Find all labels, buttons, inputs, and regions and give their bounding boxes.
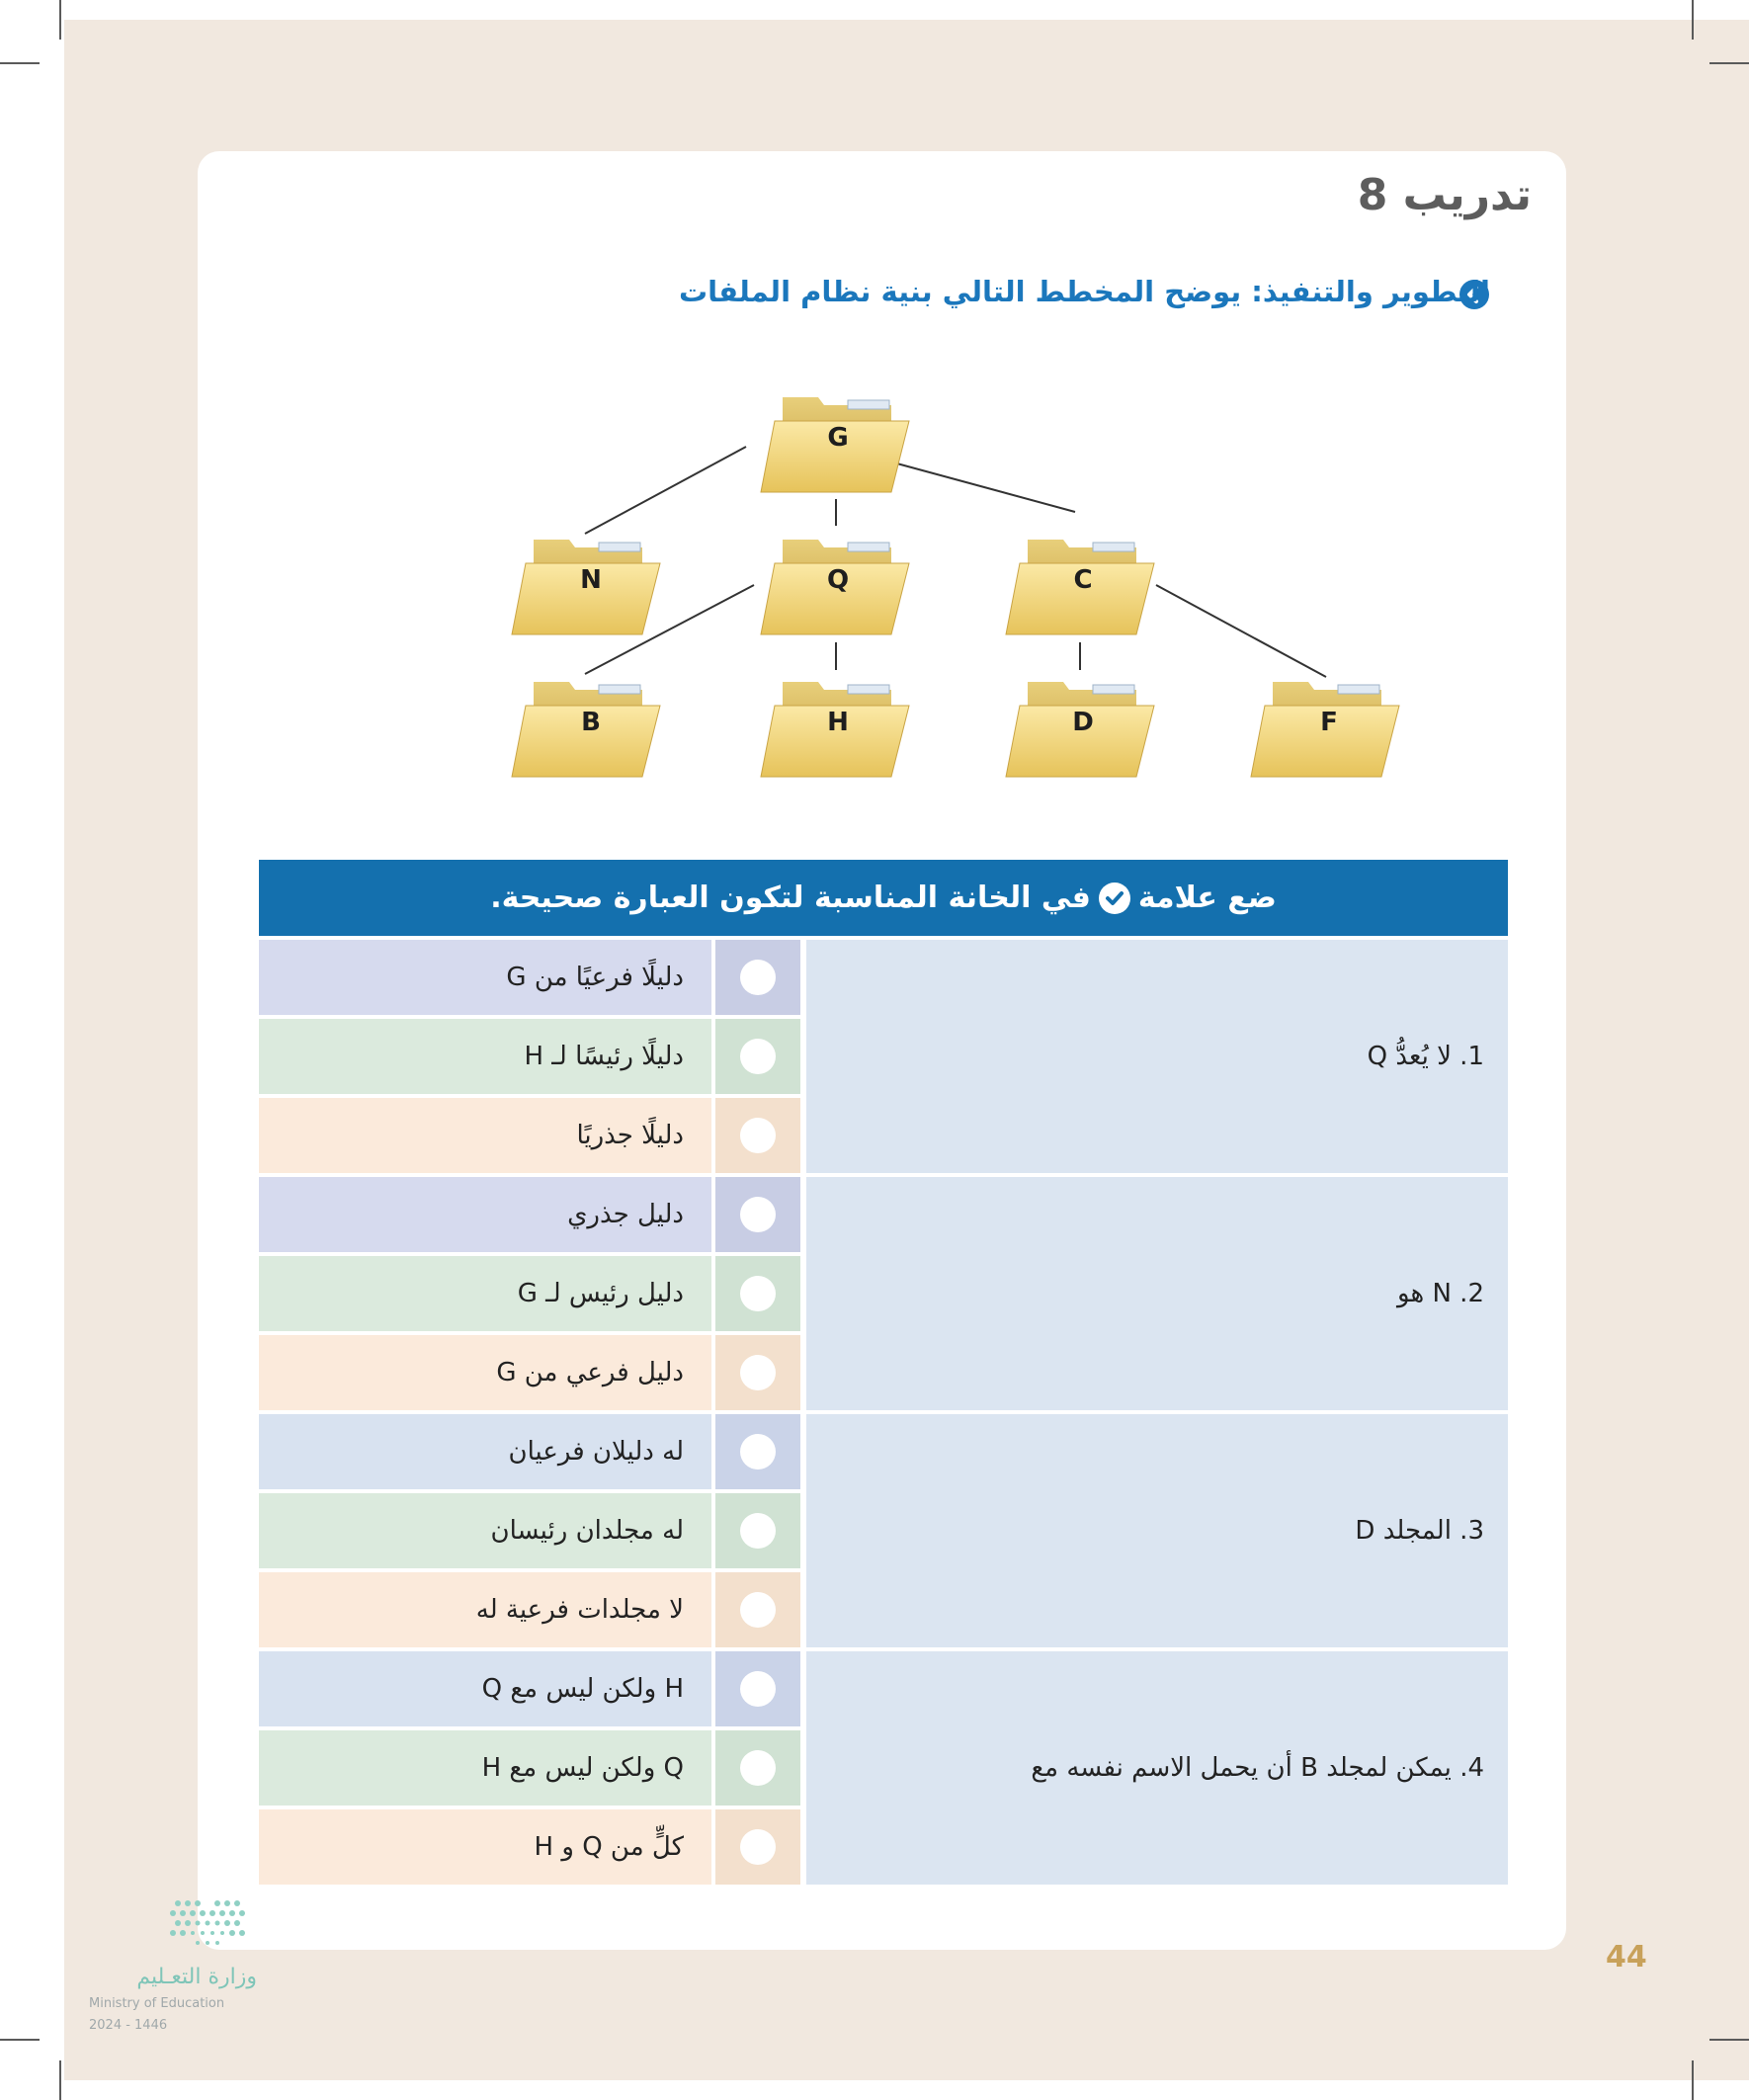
option-row bbox=[259, 1651, 800, 1726]
crop-mark bbox=[1692, 0, 1694, 40]
option-checkbox[interactable] bbox=[740, 1355, 776, 1390]
option-checkbox-cell bbox=[715, 1572, 800, 1647]
page-title: تدريب 8 bbox=[1357, 170, 1532, 220]
option-checkbox-cell bbox=[715, 1809, 800, 1885]
option-checkbox[interactable] bbox=[740, 1750, 776, 1786]
option-row bbox=[259, 1019, 800, 1094]
option-text: Q ولكن ليس مع H bbox=[259, 1730, 711, 1806]
question-group bbox=[259, 940, 1508, 1173]
option-row bbox=[259, 1493, 800, 1568]
option-text: دليلًا فرعيًا من G bbox=[259, 940, 711, 1015]
crop-mark bbox=[0, 62, 40, 64]
option-checkbox[interactable] bbox=[740, 1276, 776, 1311]
crop-mark bbox=[0, 2039, 40, 2041]
option-checkbox-cell bbox=[715, 1493, 800, 1568]
option-row bbox=[259, 1414, 800, 1489]
option-checkbox[interactable] bbox=[740, 1829, 776, 1865]
folder-label-G: G bbox=[827, 423, 849, 453]
question-group bbox=[259, 1177, 1508, 1410]
option-row bbox=[259, 1809, 800, 1885]
option-row bbox=[259, 1098, 800, 1173]
section-subtitle: التطوير والتنفيذ: يوضح المخطط التالي بنية نظام الملفات bbox=[679, 275, 1490, 308]
instruction-before: ضع علامة bbox=[1137, 881, 1277, 915]
option-checkbox[interactable] bbox=[740, 1118, 776, 1153]
option-checkbox[interactable] bbox=[740, 1039, 776, 1074]
option-checkbox[interactable] bbox=[740, 1434, 776, 1470]
option-text: كلٍّ من Q و H bbox=[259, 1809, 711, 1885]
option-text: لا مجلدات فرعية له bbox=[259, 1572, 711, 1647]
crop-mark bbox=[1709, 2039, 1749, 2041]
option-checkbox-cell bbox=[715, 1335, 800, 1410]
instruction-after: في الخانة المناسبة لتكون العبارة صحيحة. bbox=[490, 881, 1091, 915]
tree-edge bbox=[585, 447, 746, 534]
option-text: H ولكن ليس مع Q bbox=[259, 1651, 711, 1726]
ministry-logo bbox=[89, 1897, 326, 2033]
folder-label-N: N bbox=[580, 565, 602, 595]
question-table bbox=[259, 860, 1508, 1885]
question-group bbox=[259, 1414, 1508, 1647]
option-row bbox=[259, 1177, 800, 1252]
option-checkbox-cell bbox=[715, 1256, 800, 1331]
option-text: دليل جذري bbox=[259, 1177, 711, 1252]
tree-edge bbox=[1156, 585, 1326, 677]
question-statement: 4. يمكن لمجلد B أن يحمل الاسم نفسه مع bbox=[806, 1651, 1508, 1885]
option-checkbox[interactable] bbox=[740, 960, 776, 995]
option-checkbox[interactable] bbox=[740, 1197, 776, 1232]
folder-label-C: C bbox=[1073, 565, 1093, 595]
option-checkbox[interactable] bbox=[740, 1513, 776, 1549]
crop-mark bbox=[59, 2060, 61, 2100]
question-statement: 2. N هو bbox=[806, 1177, 1508, 1410]
option-row bbox=[259, 1335, 800, 1410]
option-text: له دليلان فرعيان bbox=[259, 1414, 711, 1489]
option-text: دليل رئيس لـ G bbox=[259, 1256, 711, 1331]
option-checkbox-cell bbox=[715, 1019, 800, 1094]
option-row bbox=[259, 1730, 800, 1806]
folder-label-B: B bbox=[581, 708, 601, 737]
crop-mark bbox=[59, 0, 61, 40]
option-checkbox-cell bbox=[715, 1177, 800, 1252]
checkmark-icon bbox=[1099, 882, 1130, 914]
question-group bbox=[259, 1651, 1508, 1885]
option-row bbox=[259, 1256, 800, 1331]
question-statement: 3. المجلد D bbox=[806, 1414, 1508, 1647]
question-statement: 1. لا يُعدُّ Q bbox=[806, 940, 1508, 1173]
folder-label-F: F bbox=[1320, 708, 1338, 737]
folder-label-Q: Q bbox=[826, 565, 850, 595]
folder-label-D: D bbox=[1072, 708, 1094, 737]
option-text: دليلًا جذريًا bbox=[259, 1098, 711, 1173]
table-header bbox=[259, 860, 1508, 936]
folder-tree-diagram bbox=[484, 376, 1413, 810]
option-row bbox=[259, 1572, 800, 1647]
option-checkbox-cell bbox=[715, 1730, 800, 1806]
option-row bbox=[259, 940, 800, 1015]
option-text: دليل فرعي من G bbox=[259, 1335, 711, 1410]
option-text: دليلًا رئيسًا لـ H bbox=[259, 1019, 711, 1094]
ministry-dots-icon bbox=[89, 1897, 247, 1957]
option-checkbox-cell bbox=[715, 1414, 800, 1489]
option-checkbox[interactable] bbox=[740, 1671, 776, 1707]
crop-mark bbox=[1709, 62, 1749, 64]
ministry-name-ar: وزارة التعـليم bbox=[136, 1965, 257, 1989]
page-number: 44 bbox=[1606, 1940, 1647, 1974]
option-checkbox-cell bbox=[715, 1098, 800, 1173]
folder-label-H: H bbox=[827, 708, 849, 737]
ministry-name-en: Ministry of Education bbox=[89, 1996, 225, 2011]
option-checkbox-cell bbox=[715, 940, 800, 1015]
crop-mark bbox=[1692, 2060, 1694, 2100]
edition-year: 2024 - 1446 bbox=[89, 2018, 168, 2033]
option-checkbox-cell bbox=[715, 1651, 800, 1726]
option-text: له مجلدان رئيسان bbox=[259, 1493, 711, 1568]
option-checkbox[interactable] bbox=[740, 1592, 776, 1628]
